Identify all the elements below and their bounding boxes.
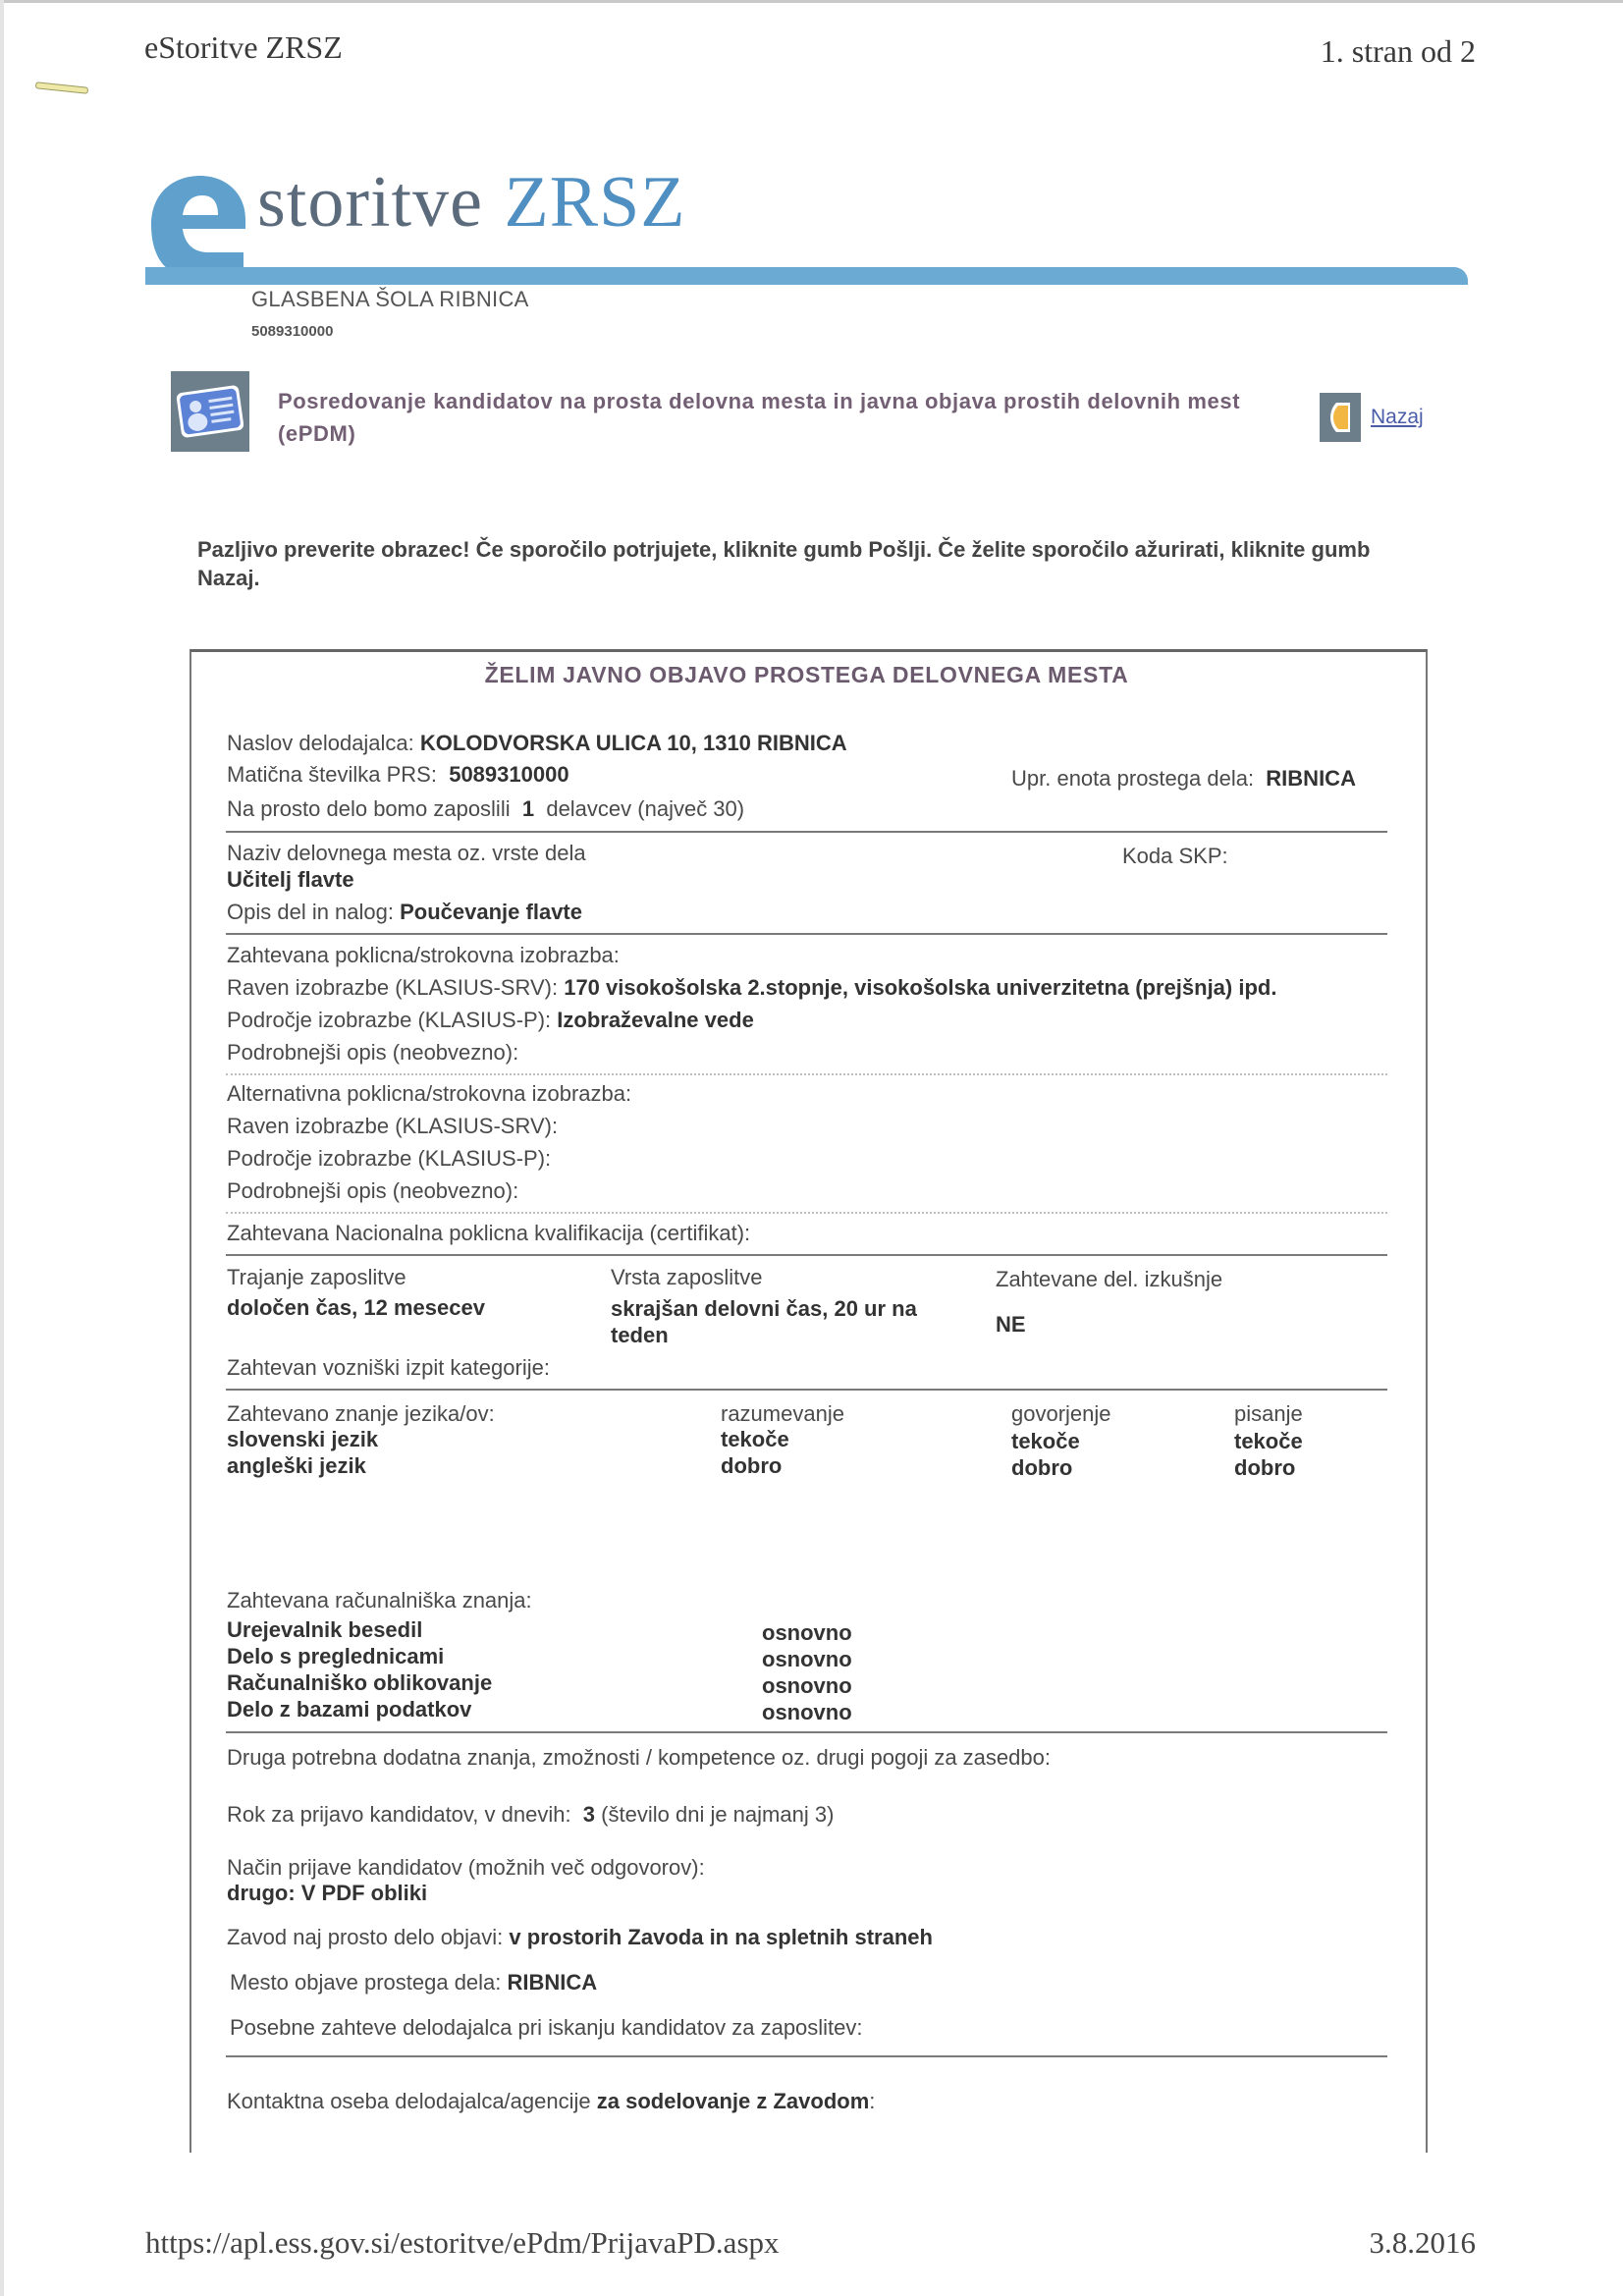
dotted-divider	[226, 1212, 1387, 1214]
lang-row-name: slovenski jezik	[227, 1427, 379, 1451]
deadline	[227, 1802, 834, 1828]
deadline-suffix: (število dni je najmanj 3)	[601, 1802, 835, 1827]
lang-row-writing: dobro	[1234, 1455, 1296, 1480]
experience-value: NE	[996, 1312, 1026, 1337]
apply-method-label: Način prijave kandidatov (možnih več odgovorov):	[227, 1855, 705, 1880]
tasks-value: Poučevanje flavte	[400, 900, 582, 924]
contact-colon: :	[869, 2089, 876, 2113]
page-edge	[0, 0, 1623, 3]
logo-word-storitve: storitve	[257, 162, 483, 243]
form-title: ŽELIM JAVNO OBJAVO PROSTEGA DELOVNEGA MESTA	[484, 662, 1129, 687]
employer-address	[227, 731, 847, 756]
divider	[226, 1389, 1387, 1391]
publish-value: v prostorih Zavoda in na spletnih straneh	[509, 1925, 933, 1949]
edu-field-value: Izobraževalne vede	[557, 1008, 754, 1032]
contact-bold: za sodelovanje z Zavodom	[596, 2089, 870, 2113]
job-name-label: Naziv delovnega mesta oz. vrste dela	[227, 841, 586, 865]
job-name-value: Učitelj flavte	[227, 867, 354, 892]
staple-mark	[35, 82, 88, 94]
dotted-divider	[226, 1073, 1387, 1075]
publish	[227, 1925, 933, 1950]
address-value: KOLODVORSKA ULICA 10, 1310 RIBNICA	[419, 731, 847, 755]
lang-row-writing: tekoče	[1234, 1429, 1303, 1453]
print-footer-date: 3.8.2016	[1369, 2225, 1476, 2260]
duration-value: določen čas, 12 mesecev	[227, 1295, 485, 1320]
edu-field	[227, 1008, 754, 1033]
edu-level	[227, 975, 1276, 1001]
publish-label: Zavod naj prosto delo objavi:	[227, 1925, 504, 1949]
deadline-value: 3	[582, 1802, 596, 1827]
driving-label: Zahtevan vozniški izpit kategorije:	[227, 1355, 550, 1380]
duration-label: Trajanje zaposlitve	[227, 1265, 406, 1289]
computer-skill-level: osnovno	[762, 1673, 852, 1698]
edu-detail-label: Podrobnejši opis (neobvezno):	[227, 1040, 519, 1065]
lang-row-understanding: tekoče	[721, 1427, 789, 1451]
publish-place	[230, 1970, 597, 1995]
module-title: Posredovanje kandidatov na prosta delovna mesta in javna objava prostih delovnih mest (ePDM)	[278, 389, 1241, 446]
unit-value: RIBNICA	[1266, 766, 1356, 791]
address-label: Naslov delodajalca:	[227, 731, 414, 755]
organization-id: 5089310000	[251, 323, 334, 340]
type-label: Vrsta zaposlitve	[611, 1265, 763, 1289]
edu-field-label: Področje izobrazbe (KLASIUS-P):	[227, 1008, 552, 1032]
print-footer-url: https://apl.ess.gov.si/estoritve/ePdm/PrijavaPD.aspx	[145, 2225, 780, 2260]
contact-label: Kontaktna oseba delodajalca/agencije	[227, 2089, 591, 2113]
divider	[226, 831, 1387, 833]
logo-bar	[145, 267, 1468, 285]
reg-value: 5089310000	[449, 762, 569, 787]
place-value: RIBNICA	[507, 1970, 598, 1995]
alt-edu-level-label: Raven izobrazbe (KLASIUS-SRV):	[227, 1114, 559, 1138]
tasks-label: Opis del in nalog:	[227, 900, 394, 924]
hire-count	[227, 796, 744, 822]
arrow-left-icon[interactable]	[1320, 393, 1361, 442]
back-button[interactable]	[1320, 393, 1424, 442]
tasks	[227, 900, 582, 925]
lang-col-understanding: razumevanje	[721, 1401, 844, 1426]
admin-unit	[1011, 766, 1356, 792]
alt-edu-field-label: Področje izobrazbe (KLASIUS-P):	[227, 1146, 552, 1171]
logo-word-zrsz: ZRSZ	[504, 162, 686, 243]
organization-name: GLASBENA ŠOLA RIBNICA	[251, 287, 529, 311]
lang-col-speaking: govorjenje	[1011, 1401, 1111, 1426]
edu-level-label: Raven izobrazbe (KLASIUS-SRV):	[227, 975, 559, 1000]
id-card-icon	[171, 371, 249, 452]
back-link[interactable]: Nazaj	[1371, 406, 1424, 428]
lang-row-name: angleški jezik	[227, 1453, 366, 1478]
type-value: skrajšan delovni čas, 20 ur na teden	[611, 1296, 917, 1347]
alt-edu-detail-label: Podrobnejši opis (neobvezno):	[227, 1178, 519, 1203]
lang-row-speaking: dobro	[1011, 1455, 1073, 1480]
page-edge	[0, 0, 4, 2296]
divider	[226, 2055, 1387, 2057]
divider	[226, 933, 1387, 935]
experience-label: Zahtevane del. izkušnje	[996, 1267, 1223, 1291]
contact-person	[227, 2089, 875, 2114]
skp-code-label: Koda SKP:	[1122, 844, 1228, 868]
registration-number	[227, 762, 569, 788]
other-requirements-label: Druga potrebna dodatna znanja, zmožnosti / kompetence oz. drugi pogoji za zasedbo:	[227, 1745, 1051, 1770]
deadline-label: Rok za prijavo kandidatov, v dnevih:	[227, 1802, 571, 1827]
reg-label: Matična številka PRS:	[227, 762, 437, 787]
lang-row-speaking: tekoče	[1011, 1429, 1080, 1453]
edu-heading: Zahtevana poklicna/strokovna izobrazba:	[227, 943, 620, 967]
print-header-page: 1. stran od 2	[1320, 33, 1476, 69]
e-logo-icon	[149, 172, 253, 276]
npk-label: Zahtevana Nacionalna poklicna kvalifikacija (certifikat):	[227, 1221, 751, 1245]
place-label: Mesto objave prostega dela:	[230, 1970, 502, 1995]
computer-skill-name: Računalniško oblikovanje	[227, 1670, 493, 1695]
hire-value: 1	[521, 796, 535, 821]
languages-heading: Zahtevano znanje jezika/ov:	[227, 1401, 495, 1426]
computer-skill-level: osnovno	[762, 1620, 852, 1645]
edu-level-value: 170 visokošolska 2.stopnje, visokošolska univerzitetna (prejšnja) ipd.	[564, 975, 1277, 1000]
special-requirements-label: Posebne zahteve delodajalca pri iskanju kandidatov za zaposlitev:	[230, 2015, 863, 2040]
computer-skill-name: Urejevalnik besedil	[227, 1617, 423, 1642]
unit-label: Upr. enota prostega dela:	[1011, 766, 1255, 791]
computer-skill-name: Delo z bazami podatkov	[227, 1697, 472, 1722]
logo-wordmark	[257, 162, 686, 243]
divider	[226, 1731, 1387, 1733]
lang-row-understanding: dobro	[721, 1453, 783, 1478]
lang-col-writing: pisanje	[1234, 1401, 1303, 1426]
print-header-title: eStoritve ZRSZ	[144, 29, 343, 65]
computer-skill-level: osnovno	[762, 1700, 852, 1724]
alt-edu-heading: Alternativna poklicna/strokovna izobrazba:	[227, 1081, 632, 1106]
divider	[226, 1254, 1387, 1256]
hire-suffix: delavcev (največ 30)	[546, 796, 745, 821]
confirmation-notice: Pazljivo preverite obrazec! Če sporočilo potrjujete, kliknite gumb Pošlji. Če želite sporočilo ažurirati, kliknite gumb Nazaj.	[197, 537, 1371, 590]
apply-method-value: drugo: V PDF obliki	[227, 1881, 428, 1905]
computer-skill-name: Delo s preglednicami	[227, 1644, 445, 1668]
computer-heading: Zahtevana računalniška znanja:	[227, 1588, 532, 1613]
computer-skill-level: osnovno	[762, 1647, 852, 1671]
hire-label: Na prosto delo bomo zaposlili	[227, 796, 511, 821]
